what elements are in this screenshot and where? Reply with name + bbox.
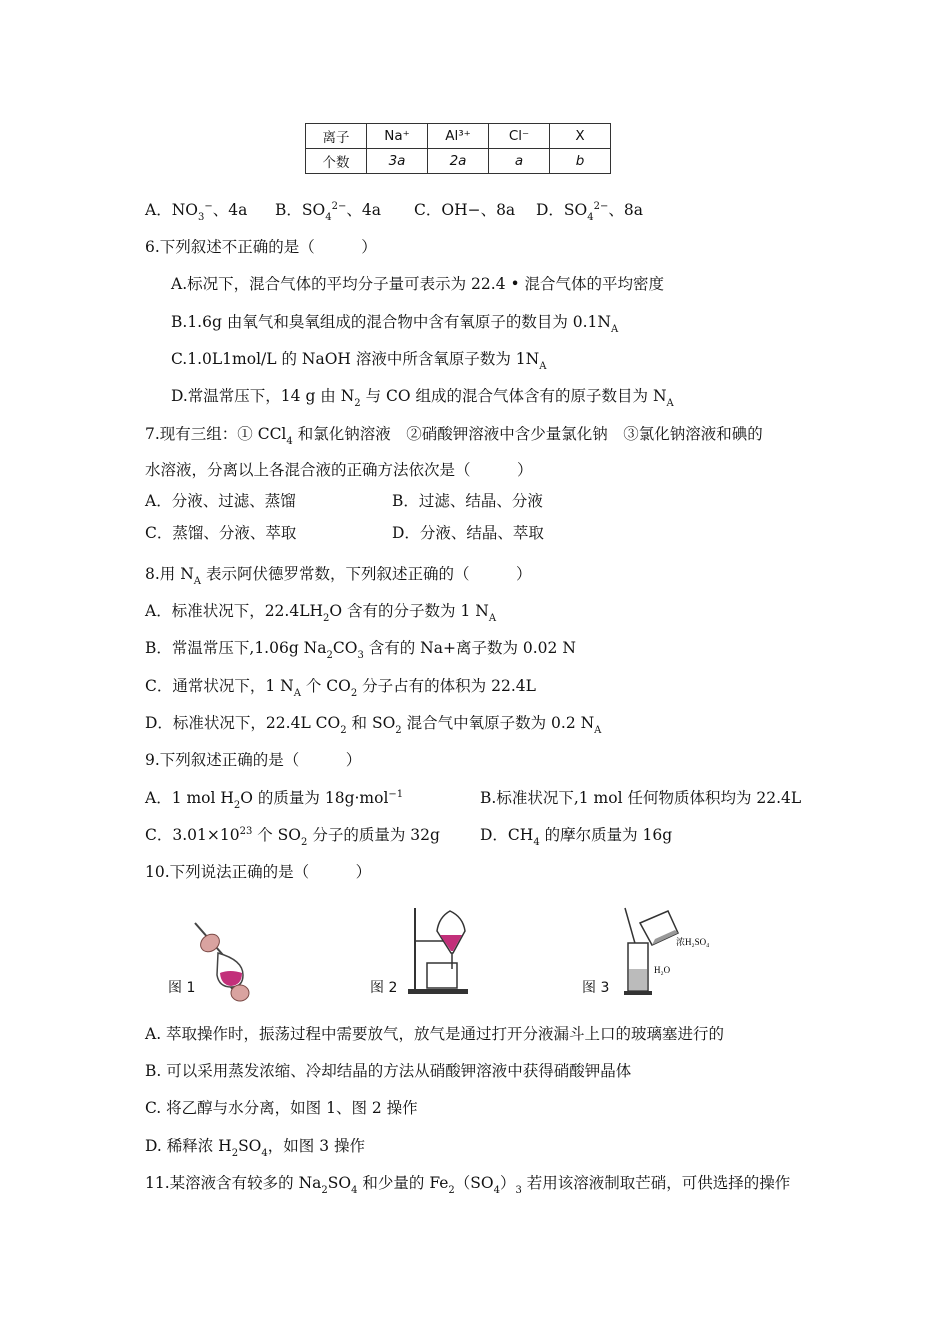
q6-option-d: D.常温常压下，14 g 由 $N_2$ 与 CO 组成的混合气体含有的原子数目为 $N_A$ xyxy=(171,387,674,409)
q8-option-d: D．标准状况下，22.4L $CO_2$ 和 $SO_2$ 混合气中氧原子数为 0.2 $N_A$ xyxy=(145,714,602,736)
fig3-water-label: H₂O xyxy=(654,965,671,975)
q7-stem-line1: 7.现有三组：① CCl$_4$ 和氯化钠溶液 ②硝酸钾溶液中含少量氯化钠 ③氯化钠溶液和碘的 xyxy=(145,425,763,447)
table-cell: X xyxy=(550,124,611,149)
figure-1-label: 图 1 xyxy=(168,980,196,996)
q6-stem: 6.下列叙述不正确的是（ ） xyxy=(145,238,377,256)
q10-option-d: D. 稀释浓 $H_2SO_4$，如图 3 操作 xyxy=(145,1137,365,1159)
q8-option-b: B．常温常压下,1.06g $Na_2CO_3$ 含有的 Na+离子数为 0.02 N xyxy=(145,639,576,661)
table-cell: 3a xyxy=(367,149,428,174)
table-cell: b xyxy=(550,149,611,174)
q10-option-a: A. 萃取操作时，振荡过程中需要放气，放气是通过打开分液漏斗上口的玻璃塞进行的 xyxy=(145,1025,725,1043)
q10-option-c: C. 将乙醇与水分离，如图 1、图 2 操作 xyxy=(145,1099,418,1117)
q5-option-b: B．$SO_4^{2-}$、4a xyxy=(275,201,381,223)
q8-option-c: C．通常状况下，1 $N_A$ 个 $CO_2$ 分子占有的体积为 22.4L xyxy=(145,677,536,699)
q7-stem-line2: 水溶液，分离以上各混合液的正确方法依次是（ ） xyxy=(145,461,533,479)
q5-option-c: C．OH−、8a xyxy=(414,201,516,219)
table-row xyxy=(306,149,611,174)
q6-option-c: C.1.0L1mol/L 的 NaOH 溶液中所含氧原子数为 $1N_A$ xyxy=(171,350,547,372)
q8-stem: 8.用 $N_A$ 表示阿伏德罗常数，下列叙述正确的（ ） xyxy=(145,565,532,587)
q7-option-d: D．分液、结晶、萃取 xyxy=(392,524,544,542)
q7-option-a: A．分液、过滤、蒸馏 xyxy=(145,492,296,510)
q7-option-b: B．过滤、结晶、分液 xyxy=(392,492,543,510)
q9-stem: 9.下列叙述正确的是（ ） xyxy=(145,751,362,769)
q10-option-b: B. 可以采用蒸发浓缩、冷却结晶的方法从硝酸钾溶液中获得硝酸钾晶体 xyxy=(145,1062,632,1080)
q9-option-b: B.标准状况下,1 mol 任何物质体积均为 22.4L xyxy=(480,789,802,807)
table-cell: Cl⁻ xyxy=(489,124,550,149)
q5-option-a: A．$NO_3^-$、4a xyxy=(145,201,248,223)
q9-option-a: A．1 mol $H_2O$ 的质量为 18g·mol$^{-1}$ xyxy=(145,789,404,811)
table-cell: 2a xyxy=(428,149,489,174)
fig3-conc-label: 浓H₂SO₄ xyxy=(676,937,710,947)
q7-option-c: C．蒸馏、分液、萃取 xyxy=(145,524,297,542)
figure-2-separatory-funnel-stand xyxy=(405,903,475,998)
figure-3-label: 图 3 xyxy=(582,980,610,996)
q9-option-d: D．$CH_4$ 的摩尔质量为 16g xyxy=(480,826,673,848)
q11-stem: 11.某溶液含有较多的 $Na_2SO_4$ 和少量的 $Fe_2(SO_4)_3$ 若用该溶液制取芒硝，可供选择的操作 xyxy=(145,1174,791,1196)
figure-3-dilution xyxy=(620,903,730,998)
figure-2-label: 图 2 xyxy=(370,980,398,996)
q6-option-b: B.1.6g 由氧气和臭氧组成的混合物中含有氧原子的数目为 $0.1N_A$ xyxy=(171,313,619,335)
q10-stem: 10.下列说法正确的是（ ） xyxy=(145,863,372,881)
q9-option-c: C．$3.01\times 10^{23}$ 个 $SO_2$ 分子的质量为 32g xyxy=(145,826,440,848)
table-cell: 离子 xyxy=(306,124,367,149)
table-cell: a xyxy=(489,149,550,174)
table-cell: Na⁺ xyxy=(367,124,428,149)
ion-count-table xyxy=(305,123,611,174)
table-cell: 个数 xyxy=(306,149,367,174)
q6-option-a: A.标况下，混合气体的平均分子量可表示为 22.4 • 混合气体的平均密度 xyxy=(171,275,665,293)
q8-option-a: A．标准状况下，$22.4LH_2O$ 含有的分子数为 1 $N_A$ xyxy=(145,602,497,624)
q5-option-d: D．$SO_4^{2-}$、8a xyxy=(536,201,643,223)
table-header-row xyxy=(306,124,611,149)
table-cell: Al³⁺ xyxy=(428,124,489,149)
figure-1-separatory-funnel-shaking xyxy=(185,915,265,1005)
